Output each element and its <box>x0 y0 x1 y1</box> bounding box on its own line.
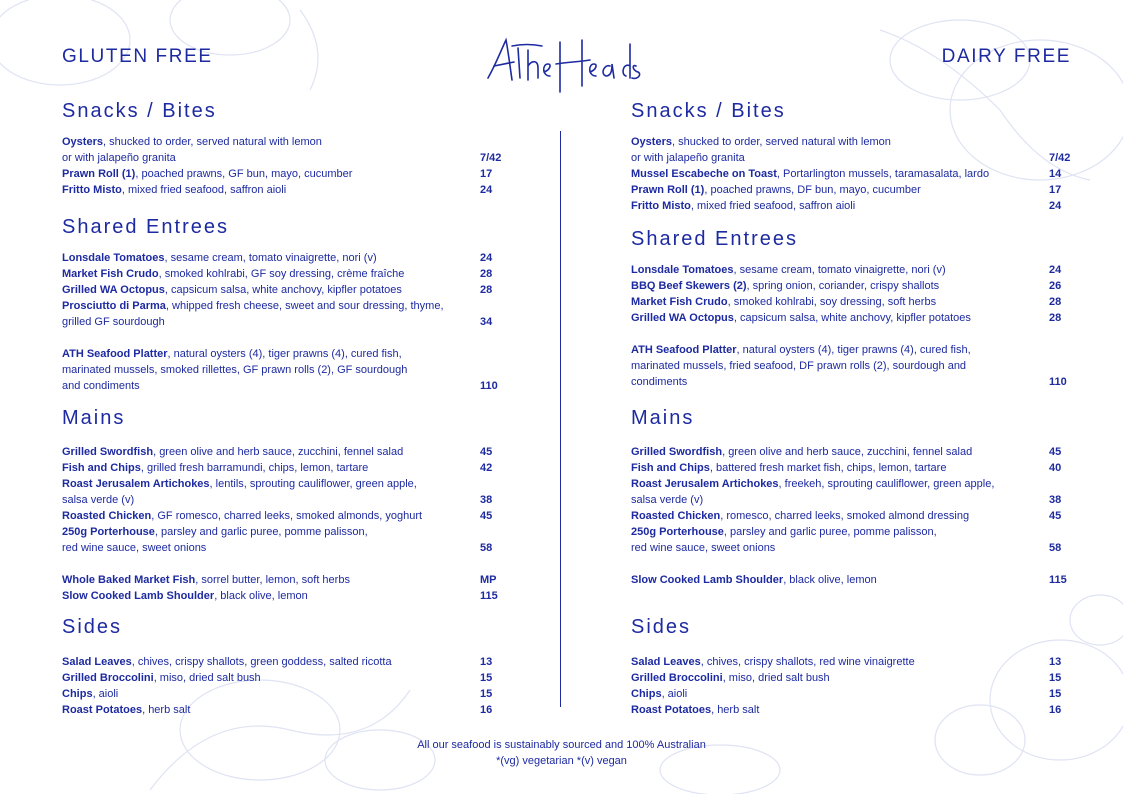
menu-item-price: 14 <box>1049 168 1062 180</box>
menu-item-description: , smoked kohlrabi, soy dressing, soft herbs <box>727 296 937 308</box>
menu-item <box>62 702 190 718</box>
menu-item-name: Grilled Broccolini <box>62 672 154 684</box>
menu-item <box>62 670 261 686</box>
menu-item-name: Prosciutto di Parma <box>62 300 166 312</box>
menu-item-name: Lonsdale Tomatoes <box>631 264 734 276</box>
menu-item-name: Mussel Escabeche on Toast <box>631 168 777 180</box>
menu-item <box>62 266 404 282</box>
menu-item-name: Market Fish Crudo <box>62 268 159 280</box>
menu-item-description: , green olive and herb sauce, zucchini, fennel salad <box>722 446 973 458</box>
menu-item-price: 28 <box>480 268 493 280</box>
menu-item-price: 13 <box>480 656 493 668</box>
menu-item-name: 250g Porterhouse <box>631 526 724 538</box>
menu-item <box>62 654 392 670</box>
menu-item <box>631 262 946 278</box>
menu-item-name: Grilled Broccolini <box>631 672 723 684</box>
menu-item <box>631 702 759 718</box>
menu-item <box>631 444 972 460</box>
menu-item-name: Fritto Misto <box>62 184 122 196</box>
menu-item-name: Roast Jerusalem Artichokes <box>62 478 210 490</box>
menu-item <box>631 342 971 390</box>
menu-item-name: Roast Jerusalem Artichokes <box>631 478 779 490</box>
menu-item-price: 45 <box>1049 510 1062 522</box>
menu-item <box>631 670 830 686</box>
menu-item-price: 26 <box>1049 280 1062 292</box>
menu-item-description: , aioli <box>92 688 119 700</box>
menu-item-price: 7/42 <box>480 152 502 164</box>
menu-item-price: 38 <box>1049 494 1062 506</box>
column-divider <box>560 131 561 707</box>
section-title: Snacks / Bites <box>631 100 786 122</box>
menu-item-description: , mixed fried seafood, saffron aioli <box>121 184 287 196</box>
menu-item-description: , herb salt <box>711 704 760 716</box>
menu-item-name: Grilled WA Octopus <box>62 284 165 296</box>
menu-item-name: Grilled Swordfish <box>62 446 154 458</box>
menu-item-description-cont: salsa verde (v) <box>62 494 135 506</box>
menu-item <box>631 572 877 588</box>
menu-item <box>62 134 322 166</box>
menu-item-price: 45 <box>1049 446 1062 458</box>
footer-diet-legend: *(vg) vegetarian *(v) vegan <box>496 755 627 767</box>
menu-item-price: 58 <box>1049 542 1062 554</box>
menu-item-description: , miso, dried salt bush <box>722 672 830 684</box>
menu-item-description: , natural oysters (4), tiger prawns (4), cured fish, <box>736 344 971 356</box>
menu-item-description: , black olive, lemon <box>783 574 877 586</box>
menu-item-name: Fritto Misto <box>631 200 691 212</box>
menu-item-description-cont: salsa verde (v) <box>631 494 704 506</box>
menu-item-price: 42 <box>480 462 493 474</box>
section-title: Sides <box>62 616 123 638</box>
section-title: Snacks / Bites <box>62 100 217 122</box>
menu-item-description-cont: or with jalapeño granita <box>62 152 176 164</box>
menu-item-price: 38 <box>480 494 493 506</box>
menu-item <box>631 278 939 294</box>
menu-item-price: 28 <box>1049 296 1062 308</box>
menu-item-name: Grilled Swordfish <box>631 446 723 458</box>
menu-item-description: , poached prawns, DF bun, mayo, cucumber <box>704 184 921 196</box>
menu-item <box>631 310 971 326</box>
menu-item-name: ATH Seafood Platter <box>631 344 737 356</box>
menu-item-price: 17 <box>1049 184 1062 196</box>
menu-item-description: , GF romesco, charred leeks, smoked almonds, yoghurt <box>151 510 423 522</box>
menu-item-description: , sesame cream, tomato vinaigrette, nori (v) <box>733 264 946 276</box>
menu-item-description: , sorrel butter, lemon, soft herbs <box>195 574 350 586</box>
menu-item <box>62 508 422 524</box>
menu-item-name: Roasted Chicken <box>62 510 152 522</box>
menu-item-description: , battered fresh market fish, chips, lemon, tartare <box>709 462 947 474</box>
menu-item-description: , smoked kohlrabi, GF soy dressing, crème fraîche <box>158 268 405 280</box>
menu-item-description-cont: red wine sauce, sweet onions <box>631 542 776 554</box>
menu-item-name: Roast Potatoes <box>62 704 143 716</box>
section-title: Shared Entrees <box>631 228 798 250</box>
menu-item-name: Salad Leaves <box>62 656 132 668</box>
menu-item-price: 24 <box>1049 264 1062 276</box>
menu-item <box>631 476 994 508</box>
menu-item-price: 7/42 <box>1049 152 1071 164</box>
menu-item <box>631 182 921 198</box>
section-title: Shared Entrees <box>62 216 229 238</box>
menu-item-price: 28 <box>480 284 493 296</box>
menu-item-name: Lonsdale Tomatoes <box>62 252 165 264</box>
menu-item-price: 115 <box>1049 574 1067 586</box>
footer-sourcing-note: All our seafood is sustainably sourced and 100% Australian <box>417 739 706 751</box>
menu-item-name: BBQ Beef Skewers (2) <box>631 280 747 292</box>
menu-item <box>631 166 989 182</box>
menu-item-description: , herb salt <box>142 704 191 716</box>
menu-item-name: Prawn Roll (1) <box>62 168 136 180</box>
menu-item <box>62 346 407 394</box>
menu-item <box>631 134 891 166</box>
menu-item-price: 28 <box>1049 312 1062 324</box>
menu-item <box>62 524 368 556</box>
menu-item-description: , capsicum salsa, white anchovy, kipfler potatoes <box>164 284 402 296</box>
menu-item-description: , spring onion, coriander, crispy shallots <box>746 280 940 292</box>
menu-item-name: Fish and Chips <box>631 462 710 474</box>
menu-item-name: 250g Porterhouse <box>62 526 155 538</box>
menu-item <box>631 524 937 556</box>
brand-logo <box>482 34 642 94</box>
menu-item-description-cont: marinated mussels, fried seafood, DF prawn rolls (2), sourdough and <box>631 360 967 372</box>
menu-item-description-cont: red wine sauce, sweet onions <box>62 542 207 554</box>
menu-item-description: , chives, crispy shallots, red wine vinaigrette <box>700 656 915 668</box>
menu-item <box>62 298 444 330</box>
menu-item-description: , freekeh, sprouting cauliflower, green apple, <box>778 478 995 490</box>
menu-item-price: 15 <box>480 688 493 700</box>
menu-item-description: , capsicum salsa, white anchovy, kipfler potatoes <box>733 312 971 324</box>
menu-item <box>62 460 368 476</box>
menu-item-price: 45 <box>480 510 493 522</box>
menu-item <box>62 250 377 266</box>
menu-item <box>62 476 417 508</box>
menu-item-price: 45 <box>480 446 493 458</box>
menu-item <box>631 198 855 214</box>
menu-item-price: 16 <box>1049 704 1062 716</box>
menu-item-description: , mixed fried seafood, saffron aioli <box>690 200 856 212</box>
menu-item <box>62 166 352 182</box>
menu-item <box>631 508 969 524</box>
menu-item-price: 17 <box>480 168 493 180</box>
menu-item-name: Grilled WA Octopus <box>631 312 734 324</box>
menu-item-name: Fish and Chips <box>62 462 141 474</box>
menu-item-description-cont: or with jalapeño granita <box>631 152 745 164</box>
menu-item-price: 110 <box>1049 376 1067 388</box>
menu-item-price: 58 <box>480 542 493 554</box>
menu-item-description: , parsley and garlic puree, pomme palisson, <box>723 526 937 538</box>
menu-item-price: 15 <box>480 672 493 684</box>
menu-item-price: 13 <box>1049 656 1062 668</box>
gluten-free-heading: GLUTEN FREE <box>62 46 213 67</box>
menu-item-price: 110 <box>480 380 498 392</box>
menu-item-description: , aioli <box>661 688 688 700</box>
section-title: Mains <box>631 407 695 429</box>
menu-item-name: Prawn Roll (1) <box>631 184 705 196</box>
menu-item <box>62 572 350 588</box>
menu-item-description: , shucked to order, served natural with lemon <box>671 136 891 148</box>
menu-item <box>62 588 308 604</box>
menu-item-price: 24 <box>480 252 493 264</box>
menu-item-name: Roasted Chicken <box>631 510 721 522</box>
menu-item <box>631 686 687 702</box>
menu-item-name: Oysters <box>631 136 672 148</box>
menu-item-description: , chives, crispy shallots, green goddess, salted ricotta <box>131 656 392 668</box>
menu-item <box>631 294 936 310</box>
menu-item-name: Chips <box>631 688 662 700</box>
menu-item-description: , grilled fresh barramundi, chips, lemon, tartare <box>140 462 369 474</box>
menu-item-name: ATH Seafood Platter <box>62 348 168 360</box>
menu-item-name: Whole Baked Market Fish <box>62 574 196 586</box>
dairy-free-heading: DAIRY FREE <box>941 46 1071 67</box>
menu-item <box>62 282 402 298</box>
menu-item-description: , parsley and garlic puree, pomme palisson, <box>154 526 368 538</box>
menu-item-price: 24 <box>1049 200 1062 212</box>
menu-item-description: , shucked to order, served natural with lemon <box>102 136 322 148</box>
menu-item-description: , green olive and herb sauce, zucchini, fennel salad <box>153 446 404 458</box>
menu-item-description: , Portarlington mussels, taramasalata, lardo <box>776 168 990 180</box>
menu-item-name: Market Fish Crudo <box>631 296 728 308</box>
menu-item-price: 15 <box>1049 688 1062 700</box>
menu-item-name: Chips <box>62 688 93 700</box>
menu-item-description: , lentils, sprouting cauliflower, green apple, <box>209 478 417 490</box>
menu-item-price: 115 <box>480 590 498 602</box>
menu-item-description-cont: and condiments <box>62 380 140 392</box>
menu-item-description-cont: condiments <box>631 376 688 388</box>
menu-item-price: 16 <box>480 704 493 716</box>
section-title: Mains <box>62 407 126 429</box>
menu-item <box>62 444 403 460</box>
menu-item-description: , sesame cream, tomato vinaigrette, nori (v) <box>164 252 377 264</box>
menu-item-price: 40 <box>1049 462 1062 474</box>
menu-item-description: , poached prawns, GF bun, mayo, cucumber <box>135 168 353 180</box>
menu-item-name: Slow Cooked Lamb Shoulder <box>62 590 215 602</box>
menu-item <box>62 686 118 702</box>
menu-item-price: MP <box>480 574 497 586</box>
menu-item-description: , black olive, lemon <box>214 590 308 602</box>
menu-item-description: , romesco, charred leeks, smoked almond dressing <box>720 510 970 522</box>
menu-item-description-cont: grilled GF sourdough <box>62 316 165 328</box>
menu-item-name: Oysters <box>62 136 103 148</box>
menu-item-name: Slow Cooked Lamb Shoulder <box>631 574 784 586</box>
menu-item <box>62 182 286 198</box>
section-title: Sides <box>631 616 692 638</box>
menu-item-description-cont: marinated mussels, smoked rillettes, GF prawn rolls (2), GF sourdough <box>62 364 408 376</box>
menu-item-name: Salad Leaves <box>631 656 701 668</box>
menu-item-price: 15 <box>1049 672 1062 684</box>
menu-item-price: 24 <box>480 184 493 196</box>
menu-item-description: , whipped fresh cheese, sweet and sour dressing, thyme, <box>165 300 444 312</box>
menu-item-description: , miso, dried salt bush <box>153 672 261 684</box>
menu-item-description: , natural oysters (4), tiger prawns (4), cured fish, <box>167 348 402 360</box>
menu-item <box>631 460 946 476</box>
menu-item-name: Roast Potatoes <box>631 704 712 716</box>
menu-item-price: 34 <box>480 316 493 328</box>
menu-item <box>631 654 915 670</box>
